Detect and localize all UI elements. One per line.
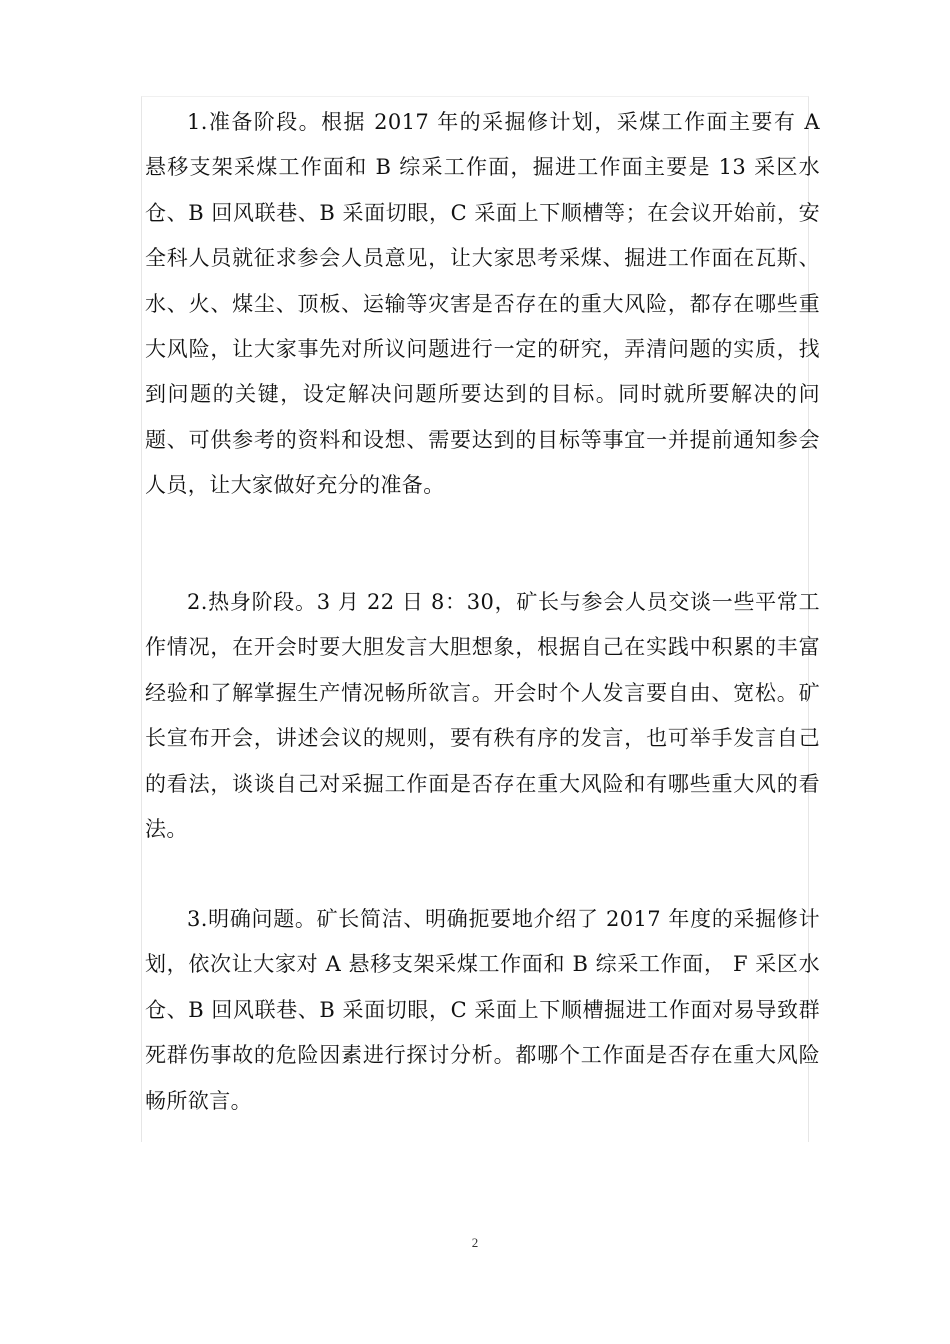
page-number: 2 <box>471 1235 479 1250</box>
paragraph-warmup-stage: 2.热身阶段。3 月 22 日 8：30，矿长与参会人员交谈一些平常工作情况，在开会时要大胆发言大胆想象，根据自己在实践中积累的丰富经验和了解掌握生产情况畅所欲言。开会时个人发言要自由、宽松。矿长宣布开会，讲述会议的规则，要有秩有序的发言，也可举手发言自己的看法，谈谈自己对采掘工作面是否存在重大风险和有哪些重大风的看法。 <box>145 590 820 842</box>
paragraph-clarify-problem: 3.明确问题。矿长简洁、明确扼要地介绍了 2017 年度的采掘修计划，依次让大家对 A 悬移支架采煤工作面和 B 综采工作面， F 采区水仓、B 回风联巷、B 采面切眼，C 采面上下顺槽掘进工作面对易导致群死群伤事故的危险因素进行探讨分析。都哪个工作面是否存在重大风险畅所欲言。 <box>145 907 820 1113</box>
paragraph-preparation-stage: 1.准备阶段。根据 2017 年的采掘修计划，采煤工作面主要有 A 悬移支架采煤工作面和 B 综采工作面，掘进工作面主要是 13 采区水仓、B 回风联巷、B 采面切眼，C 采面上下顺槽等；在会议开始前，安全科人员就征求参会人员意见，让大家思考采煤、掘进工作面在瓦斯、水、火、煤尘、顶板、运输等灾害是否存在的重大风险，都存在哪些重大风险，让大家事先对所议问题进行一定的研究，弄清问题的实质，找到问题的关键，设定解决问题所要达到的目标。同时就所要解决的问题、可供参考的资料和设想、需要达到的目标等事宜一并提前通知参会人员，让大家做好充分的准备。 <box>145 110 820 498</box>
